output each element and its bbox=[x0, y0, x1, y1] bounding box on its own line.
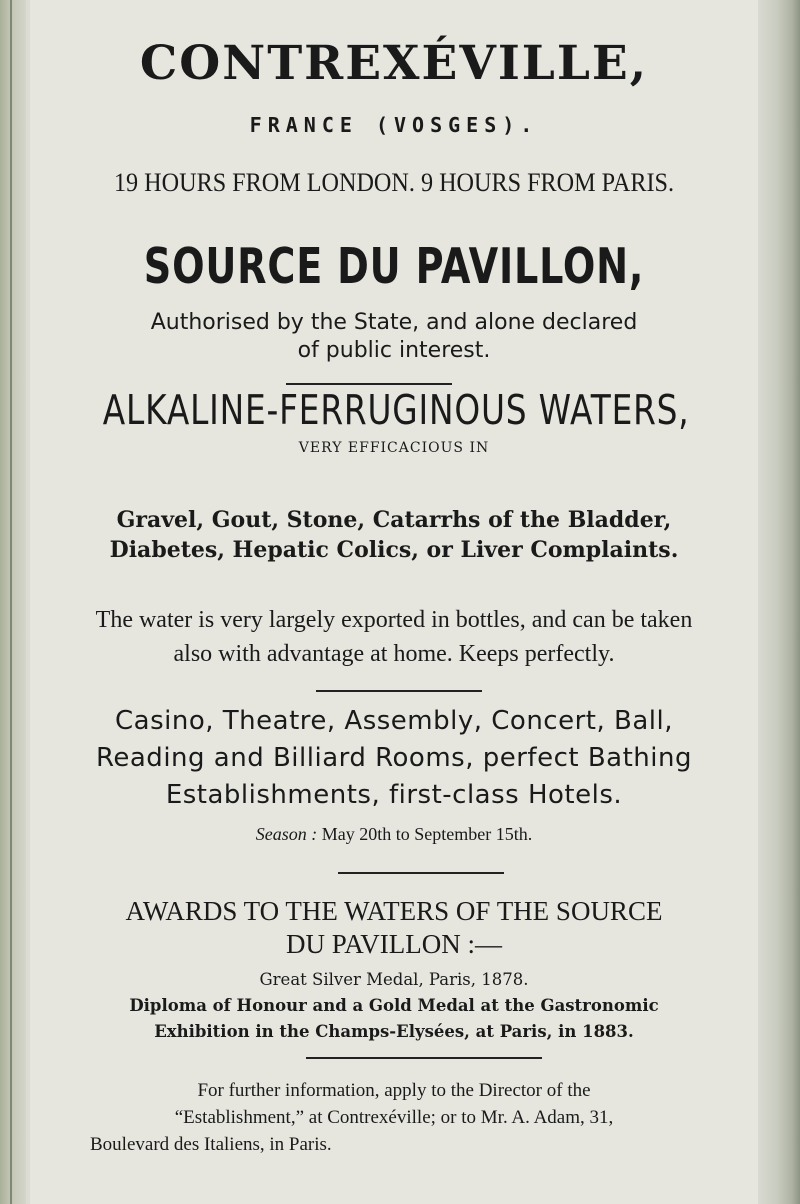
amenities-line-1: Casino, Theatre, Assembly, Concert, Ball, bbox=[115, 706, 673, 736]
ailments-line-1: Gravel, Gout, Stone, Catarrhs of the Bladder, bbox=[116, 507, 672, 533]
season-line bbox=[30, 824, 758, 845]
export-line-1: The water is very largely exported in bottles, and can be taken bbox=[95, 607, 693, 633]
ailments-line-2: Diabetes, Hepatic Colics, or Liver Complaints. bbox=[109, 537, 679, 563]
advertisement-page bbox=[30, 0, 758, 1204]
awards-title-1: AWARDS TO THE WATERS OF THE SOURCE bbox=[125, 896, 663, 926]
travel-hours: 19 HOURS FROM LONDON. 9 HOURS FROM PARIS. bbox=[113, 168, 675, 197]
book-binding bbox=[0, 0, 26, 1204]
award-diploma-line-1: Diploma of Honour and a Gold Medal at the Gastronomic bbox=[129, 996, 659, 1015]
source-name: SOURCE DU PAVILLON, bbox=[143, 238, 645, 295]
season-label: Season : bbox=[255, 824, 318, 844]
binding-edge bbox=[10, 0, 12, 1204]
location-subtitle: FRANCE (VOSGES). bbox=[249, 113, 539, 137]
season-dates: May 20th to September 15th. bbox=[321, 824, 533, 844]
authorisation-line-2: of public interest. bbox=[297, 338, 491, 363]
divider-rule bbox=[286, 383, 452, 385]
awards-title-2: DU PAVILLON :— bbox=[285, 929, 503, 959]
divider-rule bbox=[306, 1057, 542, 1059]
page-edge bbox=[758, 0, 800, 1204]
page-title: CONTREXÉVILLE, bbox=[139, 36, 649, 91]
contact-line-3: Boulevard des Italiens, in Paris. bbox=[90, 1134, 332, 1155]
divider-rule bbox=[338, 872, 504, 874]
contact-line-2: “Establishment,” at Contrexéville; or to Mr. A. Adam, 31, bbox=[174, 1107, 614, 1128]
efficacious-label: VERY EFFICACIOUS IN bbox=[298, 440, 490, 456]
divider-rule bbox=[316, 690, 482, 692]
waters-title: ALKALINE-FERRUGINOUS WATERS, bbox=[102, 386, 690, 434]
amenities-line-2: Reading and Billiard Rooms, perfect Bathing bbox=[95, 743, 692, 773]
authorisation-line-1: Authorised by the State, and alone declared bbox=[150, 310, 638, 335]
amenities-line-3: Establishments, first-class Hotels. bbox=[165, 780, 623, 810]
award-silver-medal: Great Silver Medal, Paris, 1878. bbox=[259, 970, 529, 989]
export-line-2: also with advantage at home. Keeps perfectly. bbox=[173, 641, 615, 667]
award-diploma-line-2: Exhibition in the Champs-Elysées, at Paris, in 1883. bbox=[154, 1022, 634, 1041]
contact-line-1: For further information, apply to the Director of the bbox=[197, 1080, 591, 1101]
